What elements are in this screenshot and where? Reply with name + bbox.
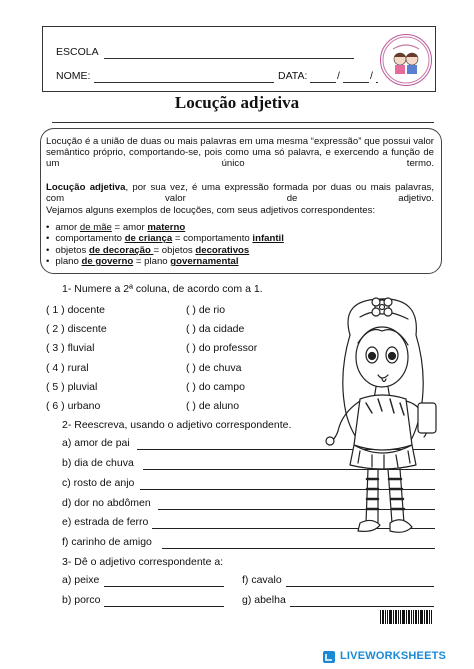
school-logo (380, 34, 432, 86)
q1-right-item[interactable]: ( ) de rio (186, 304, 226, 316)
q2-item: a) amor de pai (62, 437, 130, 449)
q1-left-item: ( 2 ) discente (46, 323, 107, 335)
liveworksheets-logo-icon (322, 650, 336, 664)
list-item: • plano de governo = plano governamental (46, 256, 284, 267)
date-separator: / (370, 70, 373, 82)
q2-item: b) dia de chuva (62, 457, 134, 469)
q1-left-item: ( 6 ) urbano (46, 400, 101, 412)
q3-answer-line[interactable] (104, 606, 224, 607)
question-2-prompt: 2- Reescreva, usando o adjetivo correspondente. (62, 419, 292, 431)
girl-illustration (320, 295, 450, 550)
nome-label: NOME: (56, 70, 91, 82)
q1-right-item[interactable]: ( ) da cidade (186, 323, 245, 335)
term-bold: Locução adjetiva (46, 182, 126, 193)
q3-answer-line[interactable] (286, 586, 434, 587)
barcode-icon (380, 610, 432, 624)
data-label: DATA: (278, 70, 308, 82)
date-month-field[interactable] (343, 82, 369, 83)
q1-right-item[interactable]: ( ) do campo (186, 381, 245, 393)
nome-field[interactable] (94, 82, 274, 83)
intro-paragraph-2-text: , por sua vez, é uma expressão formada por duas ou mais palavras, com valor de adjetivo. (46, 182, 435, 205)
list-item: • objetos de decoração = objetos decorativos (46, 245, 284, 256)
question-1-prompt: 1- Numere a 2ª coluna, de acordo com a 1. (62, 283, 263, 295)
q3-item: g) abelha (242, 594, 286, 606)
intro-paragraph-1: Locução é a união de duas ou mais palavras em uma mesma “expressão” que possui valor semântico próprio, comportando-se, pois como uma só palavra, e exercendo a função de um único termo. (46, 136, 434, 170)
liveworksheets-brand[interactable]: LIVEWORKSHEETS (340, 650, 447, 662)
page-title: Locução adjetiva (174, 93, 300, 112)
q1-left-item: ( 5 ) pluvial (46, 381, 98, 393)
date-year-field[interactable] (376, 82, 378, 83)
title-divider (52, 122, 434, 123)
date-day-field[interactable] (310, 82, 336, 83)
q3-item: f) cavalo (242, 574, 282, 586)
q1-left-item: ( 3 ) fluvial (46, 342, 95, 354)
q1-right-item[interactable]: ( ) de aluno (186, 400, 240, 412)
q2-item: f) carinho de amigo (62, 536, 152, 548)
intro-paragraph-3: Vejamos alguns exemplos de locuções, com seus adjetivos correspondentes: (46, 205, 376, 216)
q2-item: c) rosto de anjo (62, 477, 135, 489)
list-item: • amor de mãe = amor materno (46, 222, 284, 233)
q2-item: e) estrada de ferro (62, 516, 149, 528)
q3-answer-line[interactable] (290, 606, 434, 607)
intro-paragraph-2 (46, 182, 434, 204)
escola-field[interactable] (104, 58, 354, 59)
q1-right-item[interactable]: ( ) do professor (186, 342, 258, 354)
question-3-prompt: 3- Dê o adjetivo correspondente a: (62, 556, 224, 568)
examples-list (46, 222, 284, 268)
q2-item: d) dor no abdômen (62, 497, 151, 509)
q3-item: a) peixe (62, 574, 100, 586)
q1-left-item: ( 1 ) docente (46, 304, 105, 316)
q3-answer-line[interactable] (104, 586, 224, 587)
q3-item: b) porco (62, 594, 101, 606)
q1-right-item[interactable]: ( ) de chuva (186, 362, 242, 374)
q1-left-item: ( 4 ) rural (46, 362, 89, 374)
date-separator: / (337, 70, 340, 82)
escola-label: ESCOLA (56, 46, 99, 58)
list-item: • comportamento de criança = comportamento infantil (46, 233, 284, 244)
